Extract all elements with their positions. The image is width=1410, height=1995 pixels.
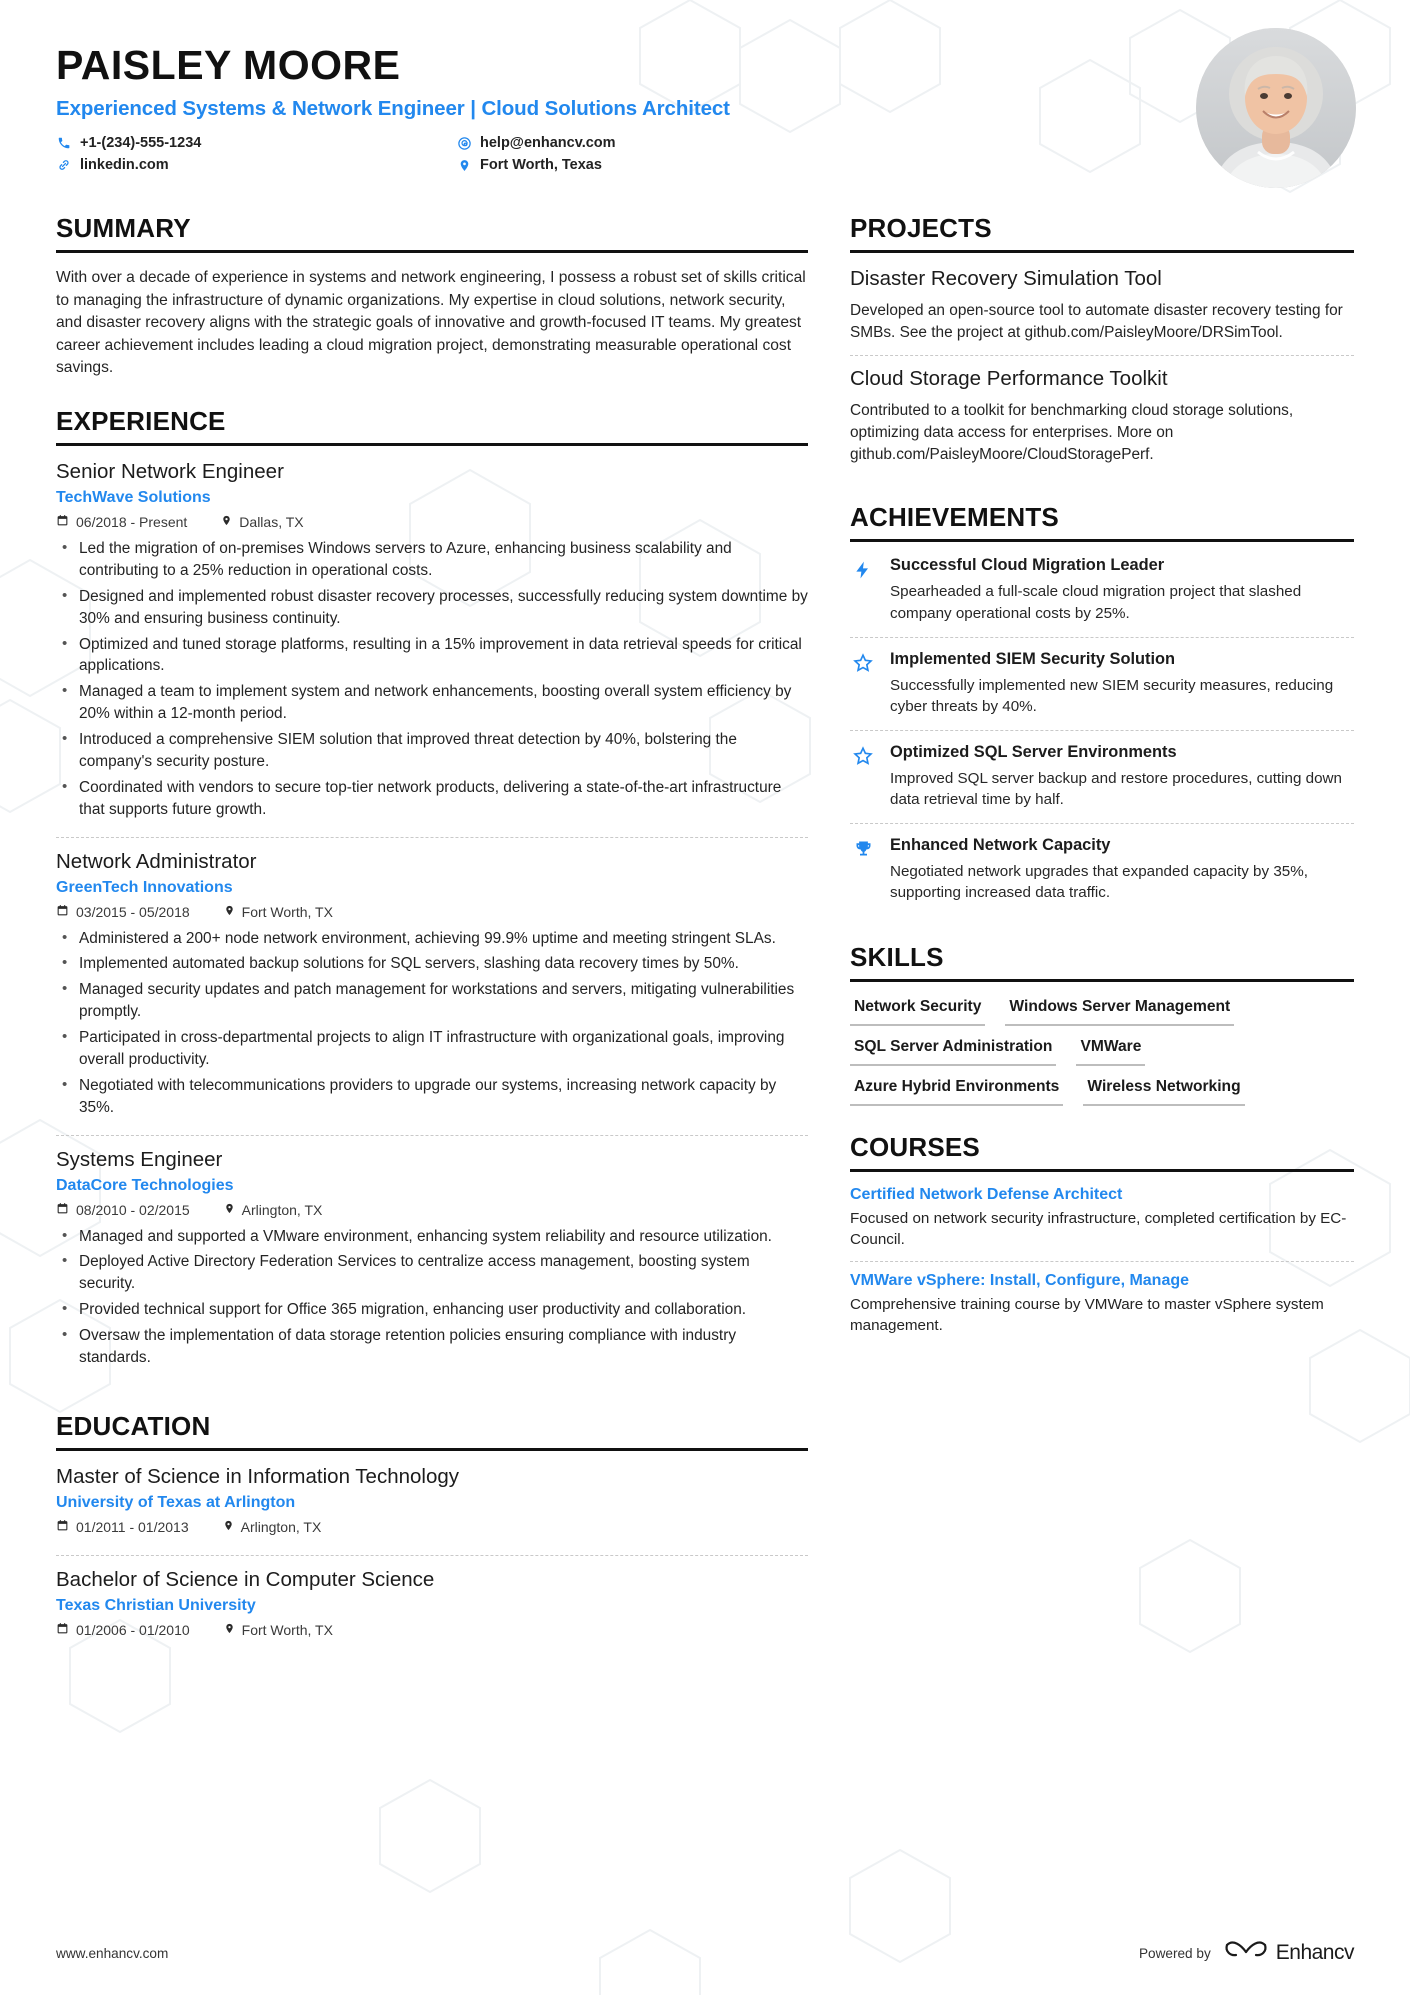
contact-linkedin-text: linkedin.com: [80, 157, 169, 174]
section-projects: [850, 213, 1354, 476]
location-icon: [223, 1519, 234, 1535]
experience-item: [56, 837, 808, 1135]
left-column: [56, 213, 808, 1684]
section-title-courses: COURSES: [850, 1132, 980, 1163]
job-bullets: [56, 1226, 808, 1369]
skill-tag: Windows Server Management: [1005, 996, 1234, 1026]
job-role: Systems Engineer: [56, 1147, 223, 1171]
brand-name: Enhancv: [1275, 1941, 1354, 1964]
divider: [56, 250, 808, 253]
job-location: [221, 514, 303, 530]
job-bullets: [56, 538, 808, 821]
achievement-description: Spearheaded a full-scale cloud migration project that slashed company operational costs by 25%.: [890, 583, 1302, 622]
link-icon: [56, 158, 72, 172]
section-experience: [56, 406, 808, 1385]
achievement-heading: Successful Cloud Migration Leader: [890, 556, 1165, 575]
education-dates: [56, 1519, 189, 1535]
course-name[interactable]: VMWare vSphere: Install, Configure, Manage: [850, 1271, 1190, 1289]
contact-location-text: Fort Worth, Texas: [480, 157, 602, 174]
job-dates: [56, 514, 187, 530]
section-title-experience: EXPERIENCE: [56, 406, 226, 437]
section-achievements: [850, 502, 1354, 916]
contact-location: [456, 157, 856, 173]
job-location: [224, 904, 333, 920]
achievement-description: Improved SQL server backup and restore procedures, cutting down data retrieval time by half.: [890, 769, 1342, 809]
job-dates-text: 03/2015 - 05/2018: [76, 903, 190, 920]
calendar-icon: [56, 904, 69, 920]
achievement-item: [850, 556, 1354, 636]
star-icon: [850, 743, 876, 811]
job-company[interactable]: DataCore Technologies: [56, 1176, 234, 1194]
project-name: Disaster Recovery Simulation Tool: [850, 267, 1162, 291]
job-dates: [56, 1202, 190, 1218]
bullet: • Participated in cross-departmental projects to align IT infrastructure with organizational goals, improving overall productivity.: [56, 1027, 808, 1071]
achievement-item: [850, 823, 1354, 916]
bullet: • Oversaw the implementation of data storage retention policies ensuring compliance with industry standards.: [56, 1325, 808, 1369]
job-location-text: Dallas, TX: [239, 514, 304, 531]
project-description: Contributed to a toolkit for benchmarking cloud storage solutions, optimizing data access for enterprises. More on github.com/PaisleyMoore/CloudStoragePerf.: [850, 401, 1294, 463]
avatar: [1196, 28, 1356, 188]
calendar-icon: [56, 1519, 69, 1535]
course-description: Focused on network security infrastructure, completed certification by EC-Council.: [850, 1210, 1347, 1249]
contact-list: [56, 135, 856, 179]
brand-logo[interactable]: [1223, 1937, 1354, 1969]
job-bullets: [56, 928, 808, 1119]
footer-powered-by: Powered by: [1138, 1945, 1211, 1961]
degree: Master of Science in Information Technology: [56, 1464, 460, 1488]
job-meta: [56, 1202, 808, 1218]
course-item: [850, 1261, 1354, 1347]
contact-email-text: help@enhancv.com: [480, 135, 616, 152]
project-item: [850, 355, 1354, 477]
section-title-summary: SUMMARY: [56, 213, 191, 244]
phone-icon: [56, 136, 72, 150]
bullet: • Deployed Active Directory Federation Services to centralize access management, boosting system security.: [56, 1251, 808, 1295]
divider: [56, 443, 808, 446]
degree: Bachelor of Science in Computer Science: [56, 1567, 435, 1591]
contact-linkedin[interactable]: [56, 157, 456, 173]
bullet: • Managed security updates and patch management for workstations and servers, mitigating vulnerabilities promptly.: [56, 979, 808, 1023]
candidate-headline: Experienced Systems & Network Engineer | Cloud Solutions Architect: [56, 97, 730, 121]
job-role: Network Administrator: [56, 849, 257, 873]
education-location-text: Fort Worth, TX: [241, 1621, 333, 1638]
education-dates: [56, 1622, 190, 1638]
project-name: Cloud Storage Performance Toolkit: [850, 366, 1168, 390]
bullet: • Introduced a comprehensive SIEM solution that improved threat detection by 40%, bolstering the company's security posture.: [56, 729, 808, 773]
summary-text: With over a decade of experience in systems and network engineering, I possess a robust set of skills critical to managing the infrastructure of dynamic organizations. My expertise in cloud solutions, network security, and disaster recovery aligns with the strategic goals of innovative and growth-focused IT teams. My greatest career achievement includes leading a cloud migration project, demonstrating measurable operational cost savings.: [56, 269, 806, 377]
job-meta: [56, 904, 808, 920]
job-dates-text: 06/2018 - Present: [76, 514, 188, 531]
experience-item: [56, 1135, 808, 1385]
skill-tag: VMWare: [1076, 1036, 1145, 1066]
achievement-heading: Implemented SIEM Security Solution: [890, 649, 1176, 668]
page-footer: [0, 1937, 1410, 1969]
achievement-description: Negotiated network upgrades that expanded capacity by 35%, supporting increased data traffic.: [890, 862, 1308, 902]
course-description: Comprehensive training course by VMWare to master vSphere system management.: [850, 1295, 1324, 1334]
achievement-item: [850, 730, 1354, 823]
bullet: • Managed and supported a VMware environment, enhancing system reliability and resource utilization.: [56, 1226, 808, 1248]
bullet: • Optimized and tuned storage platforms, resulting in a 15% improvement in data retrieval speeds for critical applications.: [56, 634, 808, 678]
bullet: • Managed a team to implement system and network enhancements, boosting overall system efficiency by 20% within a 12-month period.: [56, 681, 808, 725]
experience-item: [56, 460, 808, 837]
school[interactable]: University of Texas at Arlington: [56, 1493, 296, 1511]
education-dates-text: 01/2006 - 01/2010: [76, 1621, 190, 1638]
bullet: • Implemented automated backup solutions for SQL servers, slashing data recovery times by 50%.: [56, 953, 808, 975]
location-icon: [224, 1622, 235, 1638]
contact-phone[interactable]: [56, 135, 456, 151]
calendar-icon: [56, 1622, 69, 1638]
location-icon: [221, 514, 232, 530]
education-location-text: Arlington, TX: [240, 1518, 322, 1535]
section-summary: [56, 213, 808, 380]
job-company[interactable]: TechWave Solutions: [56, 489, 211, 507]
divider: [56, 1448, 808, 1451]
location-icon: [224, 1202, 235, 1218]
course-name[interactable]: Certified Network Defense Architect: [850, 1186, 1123, 1204]
education-location: [223, 1519, 322, 1535]
star-icon: [850, 650, 876, 718]
project-item: [850, 267, 1354, 355]
skill-tag: Azure Hybrid Environments: [850, 1076, 1063, 1106]
job-dates: [56, 904, 190, 920]
job-dates-text: 08/2010 - 02/2015: [76, 1201, 190, 1218]
education-meta: [56, 1519, 808, 1535]
section-title-skills: SKILLS: [850, 942, 944, 973]
trophy-icon: [850, 836, 876, 904]
section-courses: [850, 1132, 1354, 1346]
divider: [850, 979, 1354, 982]
lightning-bolt-icon: [850, 556, 876, 624]
job-company[interactable]: GreenTech Innovations: [56, 878, 233, 896]
education-item: [56, 1555, 808, 1658]
enhancv-mark-icon: [1223, 1937, 1269, 1969]
bullet: • Led the migration of on-premises Windows servers to Azure, enhancing business scalability and contributing to a 25% reduction in operational costs.: [56, 538, 808, 582]
skill-list: [850, 996, 1354, 1106]
right-column: [850, 213, 1354, 1684]
bullet: • Coordinated with vendors to secure top-tier network products, delivering a state-of-the-art infrastructure that supports future growth.: [56, 777, 808, 821]
bullet: • Provided technical support for Office 365 migration, enhancing user productivity and collaboration.: [56, 1299, 808, 1321]
section-title-projects: PROJECTS: [850, 213, 992, 244]
location-icon: [456, 158, 472, 173]
job-location: [224, 1202, 323, 1218]
section-title-education: EDUCATION: [56, 1410, 211, 1441]
course-item: [850, 1186, 1354, 1261]
candidate-name: PAISLEY MOORE: [56, 42, 401, 88]
contact-phone-text: +1-(234)-555-1234: [80, 135, 202, 152]
email-icon: [456, 136, 472, 151]
contact-email[interactable]: [456, 135, 856, 151]
divider: [850, 539, 1354, 542]
footer-website[interactable]: www.enhancv.com: [56, 1945, 169, 1961]
bullet: • Negotiated with telecommunications providers to upgrade our systems, increasing network capacity by 35%.: [56, 1075, 808, 1119]
section-education: [56, 1411, 808, 1658]
skill-tag: SQL Server Administration: [850, 1036, 1056, 1066]
education-meta: [56, 1622, 808, 1638]
divider: [850, 250, 1354, 253]
skill-tag: Network Security: [850, 996, 985, 1026]
education-location: [224, 1622, 333, 1638]
bullet: • Designed and implemented robust disaster recovery processes, successfully reducing system downtime by 30% and ensuring business continuity.: [56, 586, 808, 630]
project-description: Developed an open-source tool to automate disaster recovery testing for SMBs. See the project at github.com/PaisleyMoore/DRSimTool.: [850, 302, 1343, 341]
calendar-icon: [56, 1202, 69, 1218]
achievement-item: [850, 637, 1354, 730]
bullet: • Administered a 200+ node network environment, achieving 99.9% uptime and meeting stringent SLAs.: [56, 928, 808, 950]
education-dates-text: 01/2011 - 01/2013: [76, 1518, 189, 1535]
achievement-heading: Enhanced Network Capacity: [890, 835, 1111, 854]
education-item: [56, 1465, 808, 1555]
job-role: Senior Network Engineer: [56, 460, 284, 484]
job-location-text: Fort Worth, TX: [241, 903, 333, 920]
achievement-description: Successfully implemented new SIEM security measures, reducing cyber threats by 40%.: [890, 676, 1334, 716]
calendar-icon: [56, 514, 69, 530]
job-location-text: Arlington, TX: [241, 1201, 323, 1218]
school[interactable]: Texas Christian University: [56, 1596, 256, 1614]
section-skills: [850, 942, 1354, 1106]
achievement-heading: Optimized SQL Server Environments: [890, 742, 1177, 761]
resume-header: [0, 0, 1410, 179]
divider: [850, 1169, 1354, 1172]
location-icon: [224, 904, 235, 920]
section-title-achievements: ACHIEVEMENTS: [850, 502, 1059, 533]
job-meta: [56, 514, 808, 530]
skill-tag: Wireless Networking: [1083, 1076, 1244, 1106]
